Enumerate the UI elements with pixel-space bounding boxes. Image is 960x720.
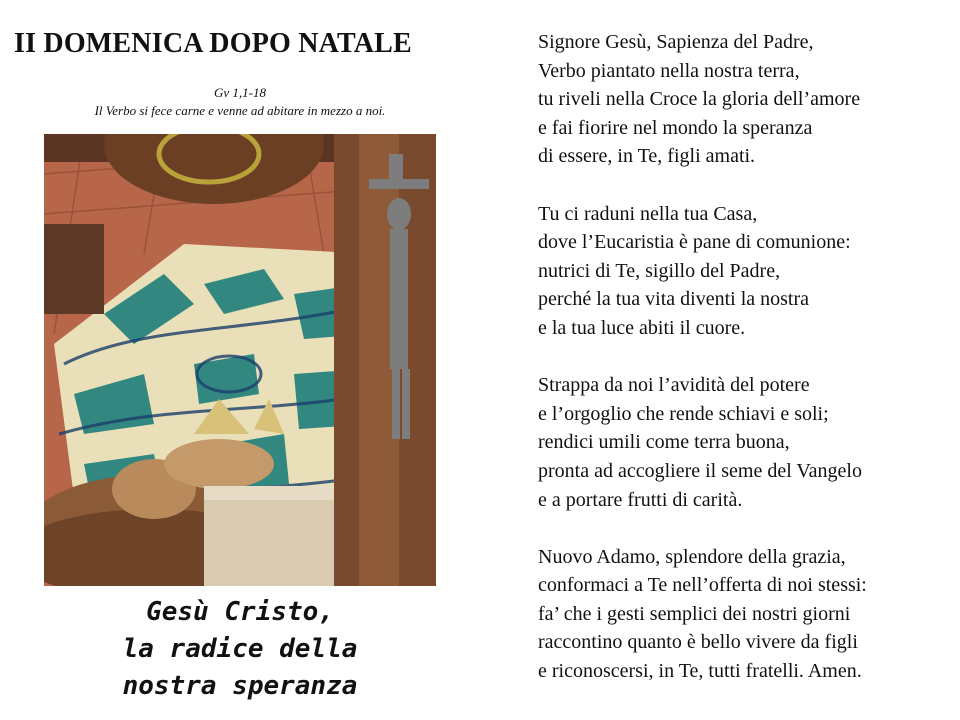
motto <box>60 594 420 705</box>
prayer-line: raccontino quanto è bello vivere da figli <box>538 631 858 654</box>
prayer-line: perché la tua vita diventi la nostra <box>538 288 810 311</box>
prayer-line: e a portare frutti di carità. <box>538 488 743 511</box>
prayer-line: e l’orgoglio che rende schiavi e soli; <box>538 402 829 425</box>
nativity-photo <box>44 134 436 586</box>
prayer-line: tu riveli nella Croce la gloria dell’amore <box>538 88 861 111</box>
page-title: II DOMENICA DOPO NATALE <box>14 28 412 59</box>
prayer-line: fa’ che i gesti semplici dei nostri giorni <box>538 602 851 625</box>
prayer-line: conformaci a Te nell’offerta di noi stessi: <box>538 574 867 597</box>
prayer-line: Nuovo Adamo, splendore della grazia, <box>538 545 846 568</box>
nativity-scene-image <box>44 134 436 586</box>
motto-line: nostra speranza <box>122 671 358 701</box>
prayer-line: dove l’Eucaristia è pane di comunione: <box>538 231 851 254</box>
prayer-stanza-1 <box>538 28 948 171</box>
prayer-line: e la tua luce abiti il cuore. <box>538 316 746 339</box>
prayer-stanza-4 <box>538 543 948 686</box>
prayer-line: e riconoscersi, in Te, tutti fratelli. Amen. <box>538 660 862 683</box>
prayer-line: Strappa da noi l’avidità del potere <box>538 374 810 397</box>
gospel-verse: Il Verbo si fece carne e venne ad abitare in mezzo a noi. <box>94 103 386 118</box>
prayer-stanza-2 <box>538 200 948 343</box>
gospel-reference <box>0 84 480 120</box>
prayer-text <box>538 28 948 686</box>
prayer-stanza-3 <box>538 371 948 514</box>
gospel-citation: Gv 1,1-18 <box>214 85 266 100</box>
motto-line: Gesù Cristo, <box>146 597 334 627</box>
prayer-line: nutrici di Te, sigillo del Padre, <box>538 259 781 282</box>
motto-line: la radice della <box>122 634 358 664</box>
prayer-line: Verbo piantato nella nostra terra, <box>538 59 800 82</box>
prayer-line: Signore Gesù, Sapienza del Padre, <box>538 31 814 53</box>
prayer-line: Tu ci raduni nella tua Casa, <box>538 202 758 225</box>
prayer-line: di essere, in Te, figli amati. <box>538 145 756 168</box>
prayer-line: rendici umili come terra buona, <box>538 431 790 454</box>
prayer-line: pronta ad accogliere il seme del Vangelo <box>538 459 862 482</box>
prayer-line: e fai fiorire nel mondo la speranza <box>538 116 813 139</box>
